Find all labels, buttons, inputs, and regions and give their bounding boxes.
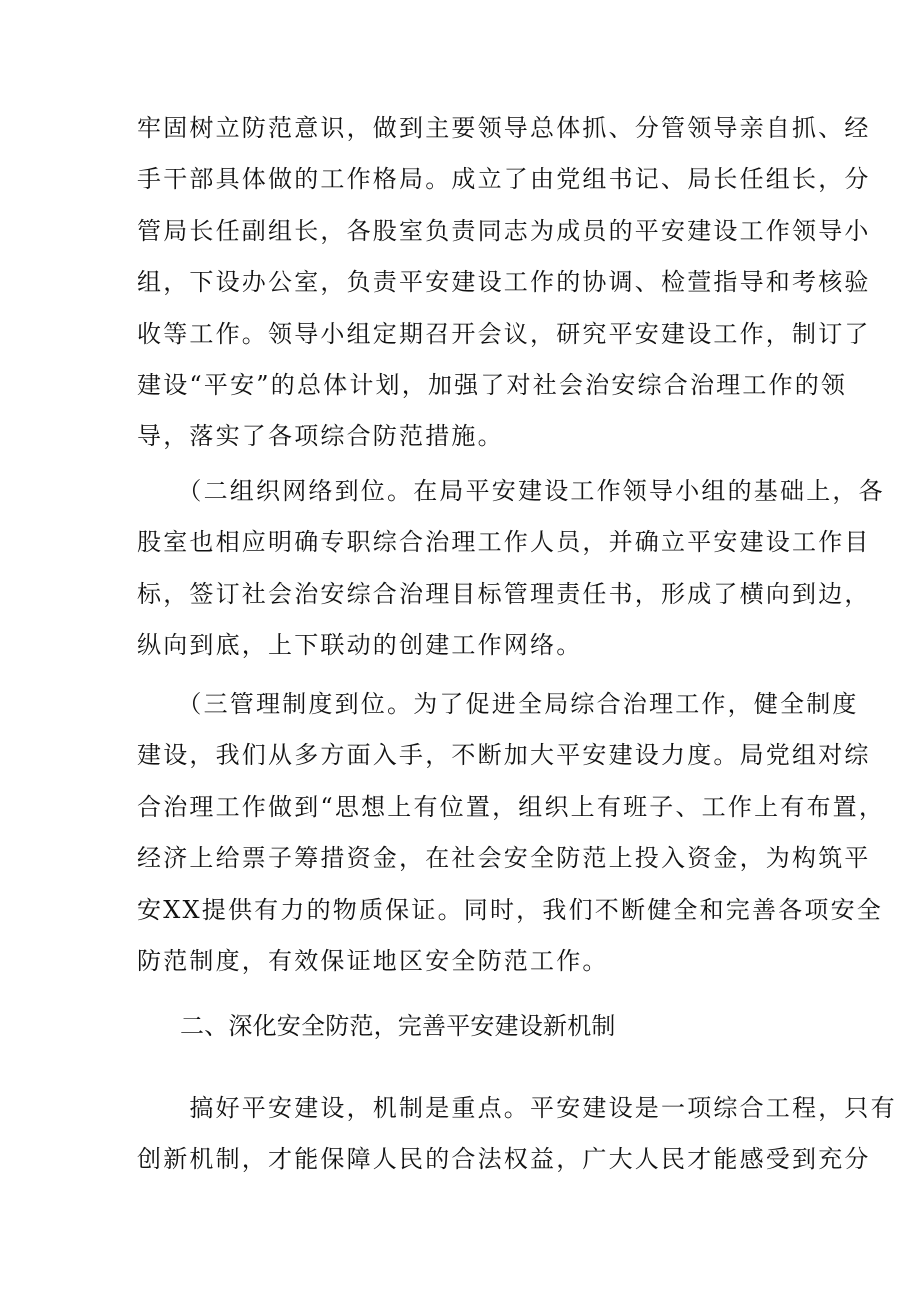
section-heading: 二、深化安全防范，完善平安建设新机制 xyxy=(180,1012,616,1040)
paragraph-line: 组，下设办公室，负责平安建设工作的协调、检萱指导和考核验 xyxy=(137,268,871,297)
paragraph-line: 防范制度，有效保证地区安全防范工作。 xyxy=(137,947,609,976)
paragraph-line: 手干部具体做的工作格局。成立了由党组书记、局长任组长，分 xyxy=(137,165,871,194)
paragraph-line: 导，落实了各项综合防范措施。 xyxy=(137,422,504,451)
paragraph-line: 建设“平安”的总体计划，加强了对社会治安综合治理工作的领 xyxy=(137,371,848,400)
paragraph-line: 标，签订社会治安综合治理目标管理责任书，形成了横向到边， xyxy=(137,579,871,608)
paragraph-line: 合治理工作做到“思想上有位置，组织上有班子、工作上有布置， xyxy=(137,792,886,821)
paragraph-mechanism xyxy=(137,1083,897,1186)
paragraph-line: 纵向到底，上下联动的创建工作网络。 xyxy=(137,631,583,660)
paragraph-organization-network xyxy=(137,466,885,672)
paragraph-line: 收等工作。领导小组定期召开会议，研究平安建设工作，制订了 xyxy=(137,319,871,348)
paragraph-line: 股室也相应明确专职综合治理工作人员，并确立平安建设工作目 xyxy=(137,528,871,557)
paragraph-management-system xyxy=(137,679,886,987)
paragraph-line: 经济上给票子筹措资金，在社会安全防范上投入资金，为构筑平 xyxy=(137,844,871,873)
paragraph-line: 创新机制，才能保障人民的合法权益，广大人民才能感受到充分 xyxy=(137,1145,871,1174)
paragraph-line: 建设，我们从多方面入手，不断加大平安建设力度。局党组对综 xyxy=(137,741,871,770)
paragraph-line: 搞好平安建设，机制是重点。平安建设是一项综合工程，只有 xyxy=(137,1094,897,1122)
paragraph-line: （二组织网络到位。在局平安建设工作领导小组的基础上，各 xyxy=(137,477,885,505)
paragraph-line: 管局长任副组长，各股室负责同志为成员的平安建设工作领导小 xyxy=(137,216,871,245)
paragraph-line: 牢固树立防范意识，做到主要领导总体抓、分管领导亲自抓、经 xyxy=(137,114,871,142)
paragraph-line: （三管理制度到位。为了促进全局综合治理工作，健全制度 xyxy=(137,690,859,718)
paragraph-line: 安XX提供有力的物质保证。同时，我们不断健全和完善各项安全 xyxy=(137,895,883,924)
paragraph-leadership xyxy=(137,103,871,463)
